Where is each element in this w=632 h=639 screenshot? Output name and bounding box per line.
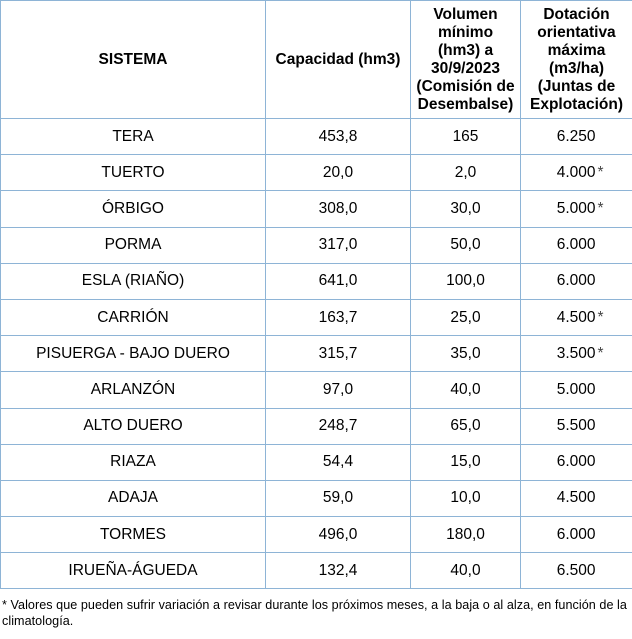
cell-capacidad: 453,8	[266, 119, 411, 155]
table-row	[1, 191, 632, 227]
variation-asterisk: *	[597, 308, 604, 326]
table-row	[1, 227, 632, 263]
cell-volumen: 100,0	[411, 263, 521, 299]
cell-sistema: ESLA (RIAÑO)	[1, 263, 266, 299]
header-volumen-line: (Comisión de	[416, 77, 515, 95]
cell-dotacion	[521, 336, 632, 372]
dotacion-value: 6.250	[556, 127, 596, 145]
header-capacidad: Capacidad (hm3)	[266, 1, 411, 119]
dotacion-value: 4.500	[556, 489, 596, 507]
header-dotacion-line: (Juntas de	[537, 77, 616, 95]
cell-dotacion	[521, 155, 632, 191]
cell-volumen: 65,0	[411, 408, 521, 444]
table-row	[1, 155, 632, 191]
header-sistema: SISTEMA	[1, 1, 266, 119]
cell-volumen: 180,0	[411, 517, 521, 553]
cell-sistema: IRUEÑA-ÁGUEDA	[1, 553, 266, 589]
table-row	[1, 553, 632, 589]
cell-volumen: 15,0	[411, 444, 521, 480]
cell-sistema: CARRIÓN	[1, 299, 266, 335]
cell-dotacion	[521, 372, 632, 408]
cell-sistema: ÓRBIGO	[1, 191, 266, 227]
dotacion-value: 4.500	[556, 308, 596, 326]
cell-volumen: 10,0	[411, 480, 521, 516]
cell-volumen: 40,0	[411, 372, 521, 408]
cell-volumen: 25,0	[411, 299, 521, 335]
cell-capacidad: 308,0	[266, 191, 411, 227]
cell-sistema: RIAZA	[1, 444, 266, 480]
cell-volumen: 40,0	[411, 553, 521, 589]
table-row	[1, 299, 632, 335]
footnote: * Valores que pueden sufrir variación a revisar durante los próximos meses, a la baja o al alza, en función de la climatología.	[2, 598, 627, 628]
header-volumen	[411, 1, 521, 119]
header-volumen-line: mínimo	[437, 23, 494, 41]
header-dotacion	[521, 1, 632, 119]
cell-capacidad: 54,4	[266, 444, 411, 480]
variation-asterisk: *	[597, 199, 604, 217]
cell-dotacion	[521, 517, 632, 553]
table-row	[1, 444, 632, 480]
cell-sistema: PORMA	[1, 227, 266, 263]
cell-dotacion	[521, 553, 632, 589]
cell-sistema: TERA	[1, 119, 266, 155]
header-volumen-line: Volumen	[433, 5, 498, 23]
cell-capacidad: 163,7	[266, 299, 411, 335]
cell-capacidad: 20,0	[266, 155, 411, 191]
cell-dotacion	[521, 299, 632, 335]
table-row	[1, 408, 632, 444]
dotacion-value: 5.500	[556, 417, 596, 435]
table-row	[1, 119, 632, 155]
header-dotacion-line: (m3/ha)	[548, 59, 605, 77]
cell-sistema: ALTO DUERO	[1, 408, 266, 444]
cell-volumen: 165	[411, 119, 521, 155]
cell-sistema: ARLANZÓN	[1, 372, 266, 408]
dotacion-value: 5.000	[556, 199, 596, 217]
table-row	[1, 263, 632, 299]
variation-asterisk: *	[597, 344, 604, 362]
dotacion-value: 6.500	[556, 561, 596, 579]
cell-volumen: 2,0	[411, 155, 521, 191]
cell-dotacion	[521, 444, 632, 480]
table-body	[1, 119, 632, 589]
header-dotacion-line: orientativa	[537, 23, 616, 41]
cell-sistema: PISUERGA - BAJO DUERO	[1, 336, 266, 372]
cell-capacidad: 248,7	[266, 408, 411, 444]
cell-dotacion	[521, 227, 632, 263]
cell-sistema: ADAJA	[1, 480, 266, 516]
header-volumen-line: 30/9/2023	[431, 59, 500, 77]
cell-capacidad: 315,7	[266, 336, 411, 372]
table-row	[1, 480, 632, 516]
cell-dotacion	[521, 263, 632, 299]
header-dotacion-line: Dotación	[543, 5, 610, 23]
cell-capacidad: 97,0	[266, 372, 411, 408]
cell-dotacion	[521, 480, 632, 516]
cell-sistema: TUERTO	[1, 155, 266, 191]
table-row	[1, 517, 632, 553]
dotacion-value: 6.000	[556, 453, 596, 471]
table-header-row	[1, 1, 632, 119]
dotacion-value: 3.500	[556, 344, 596, 362]
cell-volumen: 30,0	[411, 191, 521, 227]
cell-dotacion	[521, 408, 632, 444]
cell-capacidad: 317,0	[266, 227, 411, 263]
variation-asterisk: *	[597, 163, 604, 181]
dotacion-value: 6.000	[556, 525, 596, 543]
cell-capacidad: 641,0	[266, 263, 411, 299]
header-volumen-line: (hm3) a	[437, 41, 494, 59]
header-dotacion-line: máxima	[547, 41, 606, 59]
cell-dotacion	[521, 191, 632, 227]
header-dotacion-line: Explotación)	[529, 95, 623, 113]
table-row	[1, 372, 632, 408]
dotacion-value: 5.000	[556, 380, 596, 398]
cell-volumen: 50,0	[411, 227, 521, 263]
cell-volumen: 35,0	[411, 336, 521, 372]
cell-capacidad: 496,0	[266, 517, 411, 553]
cell-sistema: TORMES	[1, 517, 266, 553]
dotacion-value: 4.000	[556, 163, 596, 181]
cell-capacidad: 59,0	[266, 480, 411, 516]
cell-dotacion	[521, 119, 632, 155]
table-row	[1, 336, 632, 372]
dotacion-value: 6.000	[556, 272, 596, 290]
cell-capacidad: 132,4	[266, 553, 411, 589]
header-volumen-line: Desembalse)	[417, 95, 514, 113]
dotacion-value: 6.000	[556, 236, 596, 254]
